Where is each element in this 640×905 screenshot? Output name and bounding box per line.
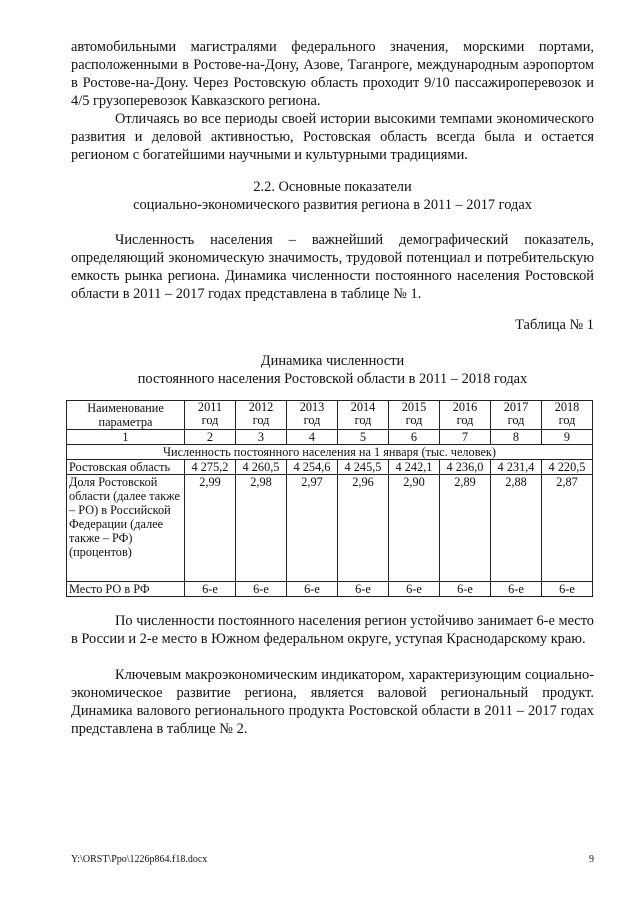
value-cell: 4 236,0 [440, 460, 491, 475]
value-cell: 4 275,2 [185, 460, 236, 475]
value-cell: 4 254,6 [287, 460, 338, 475]
year-header-cell: 2012 год [236, 401, 287, 430]
section-title-line1: 2.2. Основные показатели [253, 179, 412, 195]
column-number-cell: 9 [542, 430, 593, 445]
value-cell: 2,97 [287, 475, 338, 582]
table-title-line1: Динамика численности [260, 353, 405, 369]
value-cell: 4 242,1 [389, 460, 440, 475]
year-header-cell: 2011 год [185, 401, 236, 430]
param-header-cell: Наименование параметра [67, 401, 185, 430]
ranking-paragraph: По численности постоянного населения регион устойчиво занимает 6-е место в России и 2-е место в Южном федеральном округе, уступая Краснодарскому краю. [71, 613, 594, 647]
column-number-cell: 3 [236, 430, 287, 445]
year-header-cell: 2015 год [389, 401, 440, 430]
row-name-cell: Место РО в РФ [67, 582, 185, 597]
value-cell: 6-е [185, 582, 236, 597]
value-cell: 6-е [236, 582, 287, 597]
value-cell: 4 220,5 [542, 460, 593, 475]
column-number-cell: 8 [491, 430, 542, 445]
history-paragraph: Отличаясь во все периоды своей истории высокими темпами экономического развития и деловой активностью, Ростовская область всегда была и остается регионом с богатейшими научными и культурными традициями. [71, 111, 594, 163]
row-name-cell: Доля Ростовской области (далее также – РО) в Российской Федерации (далее также – РФ) (процентов) [67, 475, 185, 582]
value-cell: 2,98 [236, 475, 287, 582]
year-header-cell: 2014 год [338, 401, 389, 430]
year-header-cell: 2016 год [440, 401, 491, 430]
column-number-cell: 6 [389, 430, 440, 445]
value-cell: 6-е [542, 582, 593, 597]
intro-paragraph: автомобильными магистралями федерального значения, морскими портами, расположенными в Ростове-на-Дону, Азове, Таганроге, международным аэропортом в Ростове-на-Дону. Через Ростовскую область проходит 9/10 пассажироперевозок и 4/5 грузоперевозок Кавказского региона. [71, 39, 594, 109]
value-cell: 2,90 [389, 475, 440, 582]
value-cell: 6-е [338, 582, 389, 597]
column-number-cell: 5 [338, 430, 389, 445]
column-number-cell: 2 [185, 430, 236, 445]
value-cell: 4 231,4 [491, 460, 542, 475]
table-header-row [67, 401, 593, 430]
value-cell: 6-е [440, 582, 491, 597]
value-cell: 2,96 [338, 475, 389, 582]
group-header-row [67, 445, 593, 460]
page-number: 9 [589, 854, 594, 865]
column-number-cell: 4 [287, 430, 338, 445]
value-cell: 2,99 [185, 475, 236, 582]
table-row [67, 460, 593, 475]
year-header-cell: 2017 год [491, 401, 542, 430]
grp-paragraph: Ключевым макроэкономическим индикатором, характеризующим социально-экономическое развитие региона, является валовой региональный продукт. Динамика валового регионального продукта Ростовской области в 2011 – 2017 годах представлена в таблице № 2. [71, 667, 594, 737]
value-cell: 4 245,5 [338, 460, 389, 475]
table-row [67, 582, 593, 597]
value-cell: 6-е [491, 582, 542, 597]
table-title-line2: постоянного населения Ростовской области в 2011 – 2018 годах [137, 371, 528, 387]
value-cell: 2,89 [440, 475, 491, 582]
table-label: Таблица № 1 [515, 317, 594, 333]
value-cell: 6-е [389, 582, 440, 597]
row-name-cell: Ростовская область [67, 460, 185, 475]
column-number-row [67, 430, 593, 445]
column-number-cell: 7 [440, 430, 491, 445]
value-cell: 6-е [287, 582, 338, 597]
year-header-cell: 2013 год [287, 401, 338, 430]
population-paragraph: Численность населения – важнейший демографический показатель, определяющий экономическую значимость, трудовой потенциал и потребительскую емкость рынка региона. Динамика численности постоянного населения Ростовской области в 2011 – 2017 годах представлена в таблице № 1. [71, 232, 594, 302]
group-header-cell: Численность постоянного населения на 1 января (тыс. человек) [67, 445, 593, 460]
footer-file-path: Y:\ORST\Ppo\1226p864.f18.docx [71, 854, 208, 865]
value-cell: 4 260,5 [236, 460, 287, 475]
table-row [67, 475, 593, 582]
column-number-cell: 1 [67, 430, 185, 445]
section-title-line2: социально-экономического развития региона в 2011 – 2017 годах [133, 197, 532, 213]
year-header-cell: 2018 год [542, 401, 593, 430]
population-table [66, 400, 593, 597]
value-cell: 2,88 [491, 475, 542, 582]
value-cell: 2,87 [542, 475, 593, 582]
